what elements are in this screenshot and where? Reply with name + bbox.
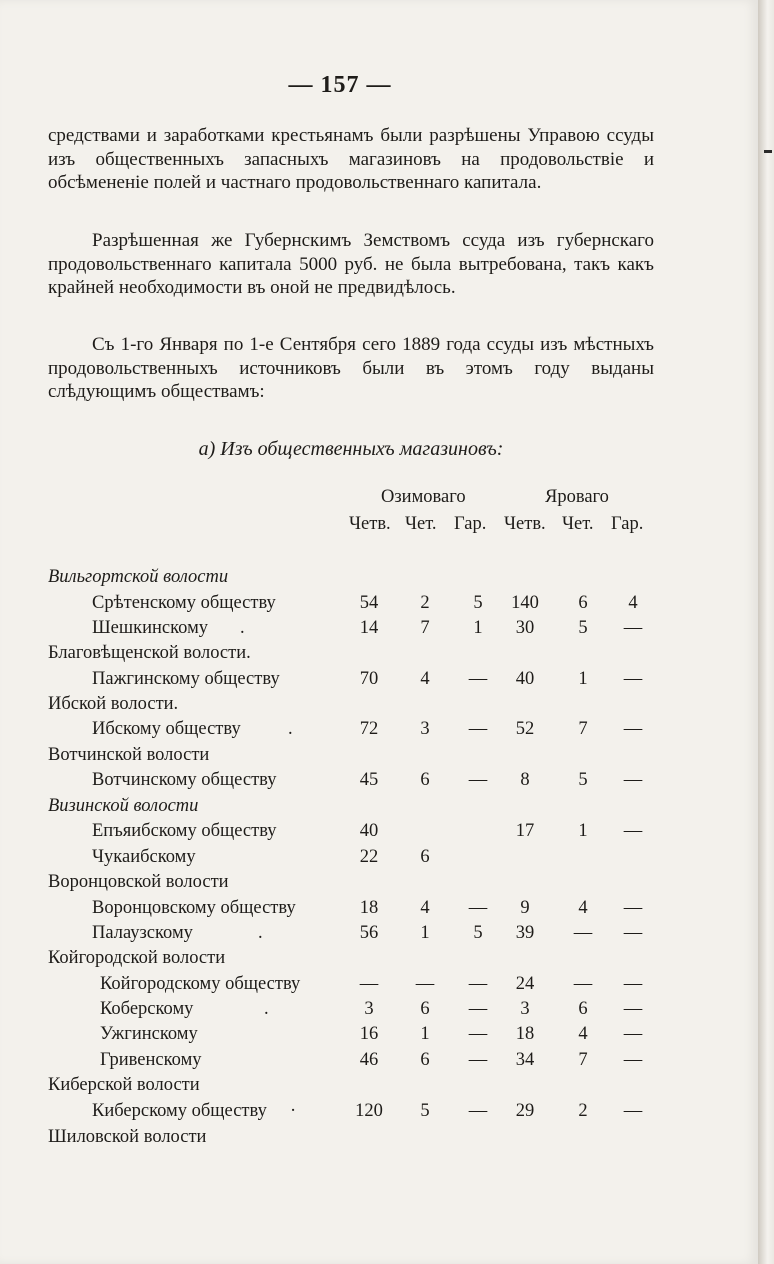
table-row bbox=[0, 974, 758, 1000]
column-header-gar: Гар. bbox=[611, 514, 644, 534]
cell-ozim-chetv: 3 bbox=[364, 999, 374, 1019]
obshchestvo-label: Срѣтенскому обществу bbox=[92, 593, 276, 613]
volost-label: Визинской волости bbox=[48, 796, 199, 816]
cell-yar-gar: — bbox=[623, 1101, 643, 1121]
cell-yar-chet: 5 bbox=[578, 618, 588, 638]
cell-yar-gar: — bbox=[623, 1050, 643, 1070]
page-number: — 157 — bbox=[288, 72, 392, 98]
cell-ozim-gar: — bbox=[468, 898, 488, 918]
paragraph-2: Разрѣшенная же Губернскимъ Земствомъ ссуда изъ губернскаго продовольственнаго капитала 5000 руб. не была вытребована, такъ какъ крайней необходимости въ оной не предвидѣлось. bbox=[48, 230, 654, 298]
section-subheading: а) Изъ общественныхъ магазиновъ: bbox=[198, 438, 504, 460]
cell-ozim-gar: — bbox=[468, 999, 488, 1019]
cell-yar-chetv: 52 bbox=[515, 719, 535, 739]
obshchestvo-label: Ужгинскому bbox=[100, 1024, 198, 1044]
cell-ozim-gar: — bbox=[468, 770, 488, 790]
cell-ozim-chetv: 18 bbox=[359, 898, 379, 918]
cell-ozim-gar: — bbox=[468, 1024, 488, 1044]
cell-ozim-chet: 7 bbox=[420, 618, 430, 638]
cell-ozim-chetv: 22 bbox=[359, 847, 379, 867]
table-row bbox=[0, 1050, 758, 1076]
table-row bbox=[0, 1024, 758, 1050]
cell-ozim-gar: — bbox=[468, 669, 488, 689]
table-row bbox=[0, 898, 758, 924]
cell-yar-gar: 4 bbox=[628, 593, 638, 613]
edge-mark bbox=[764, 150, 772, 153]
obshchestvo-label: Епъяибскому обществу bbox=[92, 821, 277, 841]
column-header-chetv: Четв. bbox=[349, 514, 391, 534]
obshchestvo-label: Ибскому обществу bbox=[92, 719, 241, 739]
volost-label: Благовѣщенской волости. bbox=[48, 643, 251, 663]
obshchestvo-label: Гривенскому bbox=[100, 1050, 202, 1070]
cell-ozim-gar: 5 bbox=[473, 593, 483, 613]
column-group-header-yarovago: Яроваго bbox=[545, 487, 609, 507]
table-row-volost bbox=[0, 796, 758, 822]
column-header-chetv: Четв. bbox=[504, 514, 546, 534]
cell-ozim-chet: 2 bbox=[420, 593, 430, 613]
obshchestvo-label: Вотчинскому обществу bbox=[92, 770, 277, 790]
table-row bbox=[0, 593, 758, 619]
cell-ozim-gar: 5 bbox=[473, 923, 483, 943]
table-row-volost bbox=[0, 872, 758, 898]
cell-yar-gar: — bbox=[623, 974, 643, 994]
cell-ozim-gar: — bbox=[468, 719, 488, 739]
cell-yar-chet: 6 bbox=[578, 593, 588, 613]
table-row bbox=[0, 999, 758, 1025]
cell-ozim-chetv: 45 bbox=[359, 770, 379, 790]
cell-yar-chetv: 40 bbox=[515, 669, 535, 689]
table-row bbox=[0, 719, 758, 745]
table-row-volost bbox=[0, 1075, 758, 1101]
cell-ozim-chet: 6 bbox=[420, 770, 430, 790]
table-row bbox=[0, 618, 758, 644]
table-row-volost bbox=[0, 567, 758, 593]
cell-ozim-gar: — bbox=[468, 974, 488, 994]
column-header-chet: Чет. bbox=[562, 514, 594, 534]
cell-yar-chet: 4 bbox=[578, 1024, 588, 1044]
cell-yar-chet: 1 bbox=[578, 821, 588, 841]
table-row-volost bbox=[0, 643, 758, 669]
table-row-volost bbox=[0, 948, 758, 974]
cell-ozim-chet: 6 bbox=[420, 999, 430, 1019]
volost-label: Шиловской волости bbox=[48, 1127, 207, 1147]
cell-yar-chet: 7 bbox=[578, 1050, 588, 1070]
leader-dot: . bbox=[264, 999, 269, 1019]
obshchestvo-label: Киберскому обществу bbox=[92, 1101, 267, 1121]
obshchestvo-label: Воронцовскому обществу bbox=[92, 898, 296, 918]
table-row bbox=[0, 847, 758, 873]
leader-dot: . bbox=[240, 618, 245, 638]
obshchestvo-label: Коберскому bbox=[100, 999, 194, 1019]
cell-ozim-chet: 6 bbox=[420, 1050, 430, 1070]
table-row-volost bbox=[0, 745, 758, 771]
cell-yar-chet: 4 bbox=[578, 898, 588, 918]
cell-ozim-chet: 1 bbox=[420, 923, 430, 943]
cell-ozim-gar: — bbox=[468, 1050, 488, 1070]
obshchestvo-label: Койгородскому обществу bbox=[100, 974, 301, 994]
cell-yar-gar: — bbox=[623, 923, 643, 943]
column-header-gar: Гар. bbox=[454, 514, 487, 534]
cell-yar-gar: — bbox=[623, 770, 643, 790]
cell-ozim-chet: 1 bbox=[420, 1024, 430, 1044]
cell-yar-chetv: 39 bbox=[515, 923, 535, 943]
volost-label: Койгородской волости bbox=[48, 948, 226, 968]
cell-yar-chet: 1 bbox=[578, 669, 588, 689]
obshchestvo-label: Палаузскому bbox=[92, 923, 193, 943]
cell-ozim-chetv: 14 bbox=[359, 618, 379, 638]
cell-ozim-chet: 4 bbox=[420, 898, 430, 918]
cell-ozim-chetv: 46 bbox=[359, 1050, 379, 1070]
table-row-volost bbox=[0, 694, 758, 720]
volost-label: Воронцовской волости bbox=[48, 872, 229, 892]
cell-ozim-chetv: 70 bbox=[359, 669, 379, 689]
cell-yar-chetv: 17 bbox=[515, 821, 535, 841]
leader-dot: . bbox=[258, 923, 263, 943]
volost-label: Вотчинской волости bbox=[48, 745, 210, 765]
column-group-header-ozimovago: Озимоваго bbox=[381, 487, 466, 507]
table-row bbox=[0, 821, 758, 847]
cell-yar-chetv: 29 bbox=[515, 1101, 535, 1121]
table-row bbox=[0, 923, 758, 949]
cell-ozim-gar: 1 bbox=[473, 618, 483, 638]
cell-yar-gar: — bbox=[623, 669, 643, 689]
volost-label: Вильгортской волости bbox=[48, 567, 229, 587]
cell-yar-chetv: 24 bbox=[515, 974, 535, 994]
cell-yar-gar: — bbox=[623, 719, 643, 739]
cell-yar-chet: 5 bbox=[578, 770, 588, 790]
cell-ozim-chetv: — bbox=[359, 974, 379, 994]
cell-yar-chetv: 34 bbox=[515, 1050, 535, 1070]
cell-ozim-chetv: 54 bbox=[359, 593, 379, 613]
cell-yar-chetv: 18 bbox=[515, 1024, 535, 1044]
cell-ozim-chetv: 56 bbox=[359, 923, 379, 943]
paragraph-1: средствами и заработками крестьянамъ были разрѣшены Управою ссуды изъ общественныхъ запасныхъ магазиновъ на продовольствіе и обсѣмененіе полей и частнаго продовольственнаго капитала. bbox=[48, 125, 654, 193]
column-header-chet: Чет. bbox=[405, 514, 437, 534]
cell-yar-gar: — bbox=[623, 821, 643, 841]
cell-yar-gar: — bbox=[623, 618, 643, 638]
table-row-volost bbox=[0, 1127, 758, 1153]
table-row bbox=[0, 1101, 758, 1127]
cell-yar-chetv: 8 bbox=[520, 770, 530, 790]
cell-yar-chetv: 9 bbox=[520, 898, 530, 918]
paragraph-3: Съ 1-го Января по 1-е Сентября сего 1889 года ссуды изъ мѣстныхъ продовольственныхъ источниковъ были въ этомъ году выданы слѣдующимъ обществамъ: bbox=[48, 334, 654, 402]
cell-ozim-chetv: 16 bbox=[359, 1024, 379, 1044]
cell-yar-chetv: 3 bbox=[520, 999, 530, 1019]
cell-yar-gar: — bbox=[623, 999, 643, 1019]
cell-ozim-chet: — bbox=[415, 974, 435, 994]
volost-label: Киберской волости bbox=[48, 1075, 200, 1095]
cell-ozim-chetv: 40 bbox=[359, 821, 379, 841]
leader-dot: . bbox=[288, 719, 293, 739]
obshchestvo-label: Пажгинскому обществу bbox=[92, 669, 280, 689]
table-row bbox=[0, 669, 758, 695]
cell-yar-chet: 2 bbox=[578, 1101, 588, 1121]
cell-ozim-gar: — bbox=[468, 1101, 488, 1121]
cell-ozim-chet: 5 bbox=[420, 1101, 430, 1121]
cell-ozim-chetv: 72 bbox=[359, 719, 379, 739]
cell-yar-chetv: 140 bbox=[511, 593, 539, 613]
cell-ozim-chetv: 120 bbox=[355, 1101, 383, 1121]
cell-yar-chet: 6 bbox=[578, 999, 588, 1019]
volost-label: Ибской волости. bbox=[48, 694, 179, 714]
cell-yar-chetv: 30 bbox=[515, 618, 535, 638]
cell-yar-chet: 7 bbox=[578, 719, 588, 739]
cell-ozim-chet: 6 bbox=[420, 847, 430, 867]
cell-yar-chet: — bbox=[573, 974, 593, 994]
obshchestvo-label: Чукаибскому bbox=[92, 847, 196, 867]
table-row bbox=[0, 770, 758, 796]
page-edge bbox=[758, 0, 774, 1264]
cell-ozim-chet: 4 bbox=[420, 669, 430, 689]
obshchestvo-label: Шешкинскому bbox=[92, 618, 209, 638]
cell-yar-gar: — bbox=[623, 1024, 643, 1044]
cell-ozim-chet: 3 bbox=[420, 719, 430, 739]
cell-yar-chet: — bbox=[573, 923, 593, 943]
cell-yar-gar: — bbox=[623, 898, 643, 918]
leader-dot: · bbox=[290, 1101, 297, 1121]
